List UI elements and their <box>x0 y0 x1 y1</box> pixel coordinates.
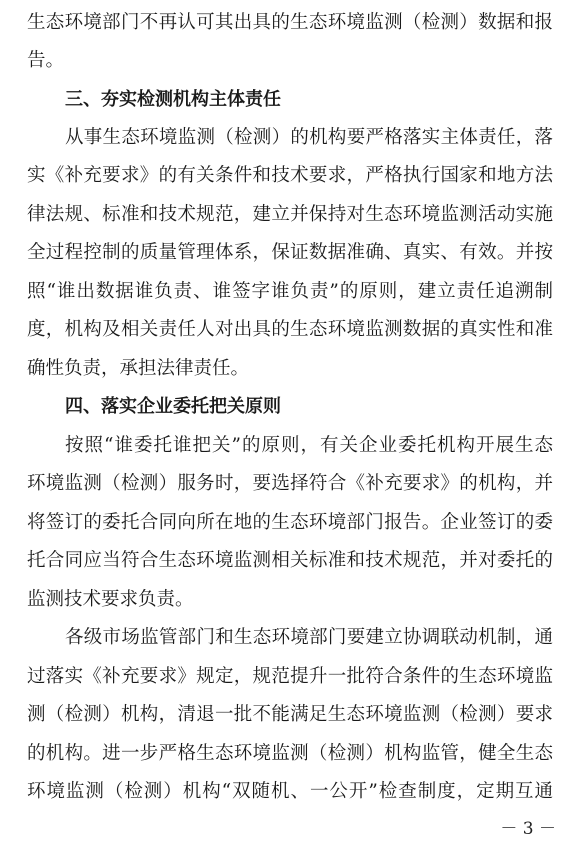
body-text-line: 的机构。进一步严格生态环境监测（检测）机构监管，健全生态 <box>27 743 553 764</box>
body-text-line: 从事生态环境监测（检测）的机构要严格落实主体责任，落 <box>65 127 553 148</box>
body-text-line: 环境监测（检测）机构“双随机、一公开”检查制度，定期互通 <box>27 781 553 802</box>
body-text-line: 告。 <box>27 50 65 71</box>
body-text-line: 律法规、标准和技术规范，建立并保持对生态环境监测活动实施 <box>27 204 553 225</box>
page-number: － 3 － <box>500 819 556 839</box>
body-text-line: 实《补充要求》的有关条件和技术要求，严格执行国家和地方法 <box>27 165 553 186</box>
body-text-line: 环境监测（检测）服务时，要选择符合《补充要求》的机构，并 <box>27 473 553 494</box>
body-text-line: 照“谁出数据谁负责、谁签字谁负责”的原则，建立责任追溯制 <box>27 281 553 302</box>
section-heading-three: 三、夯实检测机构主体责任 <box>65 89 281 110</box>
body-text-line: 各级市场监管部门和生态环境部门要建立协调联动机制，通 <box>65 627 553 648</box>
body-text-line: 全过程控制的质量管理体系，保证数据准确、真实、有效。并按 <box>27 242 553 263</box>
body-text-line: 测（检测）机构，清退一批不能满足生态环境监测（检测）要求 <box>27 704 553 725</box>
body-text-line: 确性负责，承担法律责任。 <box>27 358 250 379</box>
section-heading-four: 四、落实企业委托把关原则 <box>65 396 281 417</box>
body-text-line: 监测技术要求负责。 <box>27 589 194 610</box>
body-text-line: 按照“谁委托谁把关”的原则，有关企业委托机构开展生态 <box>65 435 553 456</box>
body-text-line: 生态环境部门不再认可其出具的生态环境监测（检测）数据和报 <box>27 12 553 33</box>
body-text-line: 托合同应当符合生态环境监测相关标准和技术规范，并对委托的 <box>27 550 553 571</box>
body-text-line: 过落实《补充要求》规定，规范提升一批符合条件的生态环境监 <box>27 666 553 687</box>
body-text-line: 度，机构及相关责任人对出具的生态环境监测数据的真实性和准 <box>27 319 553 340</box>
body-text-line: 将签订的委托合同向所在地的生态环境部门报告。企业签订的委 <box>27 512 553 533</box>
